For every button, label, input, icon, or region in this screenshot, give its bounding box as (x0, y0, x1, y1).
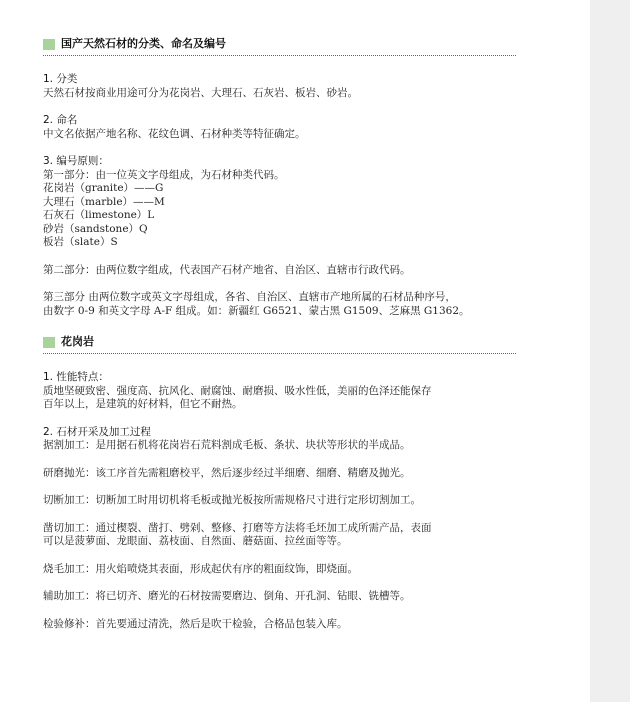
numbering-part3-line2: 由数字 0-9 和英文字母 A-F 组成。如：新疆红 G6521、蒙古黑 G1509、芝麻黑 G1362。 (43, 304, 470, 317)
processing-cutting: 切断加工：切断加工时用切机将毛板或抛光板按所需规格尺寸进行定形切割加工。 (43, 494, 421, 506)
naming-heading: 2. 命名 (43, 114, 78, 126)
processing-chiseling-line2: 可以是菠萝面、龙眼面、荔枝面、自然面、蘑菇面、拉丝面等等。 (43, 535, 348, 547)
naming-text: 中文名依据产地名称、花纹色调、石材种类等特征确定。 (43, 127, 306, 140)
code-line: 花岗岩（granite）——G (43, 182, 164, 194)
numbering-part3-line1: 第三部分 由两位数字或英文字母组成，各省、自治区、直辖市产地所属的石材品种序号， (43, 291, 456, 303)
processing-auxiliary: 辅助加工：将已切齐、磨光的石材按需要磨边、倒角、开孔洞、钻眼、铣槽等。 (43, 590, 411, 602)
code-line: 大理石（marble）——M (43, 195, 165, 208)
numbering-part2: 第二部分：由两位数字组成，代表国产石材产地省、自治区、直辖市行政代码。 (43, 263, 411, 276)
code-line: 石灰石（limestone）L (43, 209, 155, 221)
code-line: 砂岩（sandstone）Q (43, 222, 148, 235)
section-title: 国产天然石材的分类、命名及编号 (61, 37, 226, 50)
code-line: 板岩（slate）S (43, 236, 118, 248)
section-heading-stone-classification (43, 37, 516, 56)
properties-line1: 质地坚硬致密、强度高、抗风化、耐腐蚀、耐磨损、吸水性低，美丽的色泽还能保存 (43, 384, 432, 397)
classification-heading: 1. 分类 (43, 73, 78, 85)
section-heading-granite (43, 335, 516, 354)
document-page (43, 37, 516, 631)
processing-inspection: 检验修补：首先要通过清洗，然后是吹干检验，合格品包装入库。 (43, 617, 348, 630)
processing-chiseling-line1: 凿切加工：通过楔裂、凿打、劈剁、整修、打磨等方法将毛坯加工成所需产品，表面 (43, 521, 432, 534)
section-title: 花岗岩 (61, 335, 94, 348)
numbering-heading: 3. 编号原则： (43, 155, 109, 167)
properties-heading: 1. 性能特点： (43, 371, 109, 383)
processing-sawing: 据割加工：是用据石机将花岗岩石荒料割成毛板、条状、块状等形状的半成品。 (43, 439, 411, 451)
processing-polishing: 研磨抛光：该工序首先需粗磨校平，然后逐步经过半细磨、细磨、精磨及抛光。 (43, 466, 411, 479)
classification-text: 天然石材按商业用途可分为花岗岩、大理石、石灰岩、板岩、砂岩。 (43, 86, 358, 99)
green-square-icon (43, 39, 55, 50)
processing-heading: 2. 石材开采及加工过程 (43, 425, 151, 438)
right-sidebar-panel (590, 0, 630, 702)
properties-line2: 百年以上，是建筑的好材料，但它不耐热。 (43, 398, 243, 410)
green-square-icon (43, 337, 55, 348)
processing-flaming: 烧毛加工：用火焰喷烧其表面，形成起伏有序的粗面纹饰，即烧面。 (43, 562, 358, 575)
numbering-part1: 第一部分：由一位英文字母组成，为石材种类代码。 (43, 168, 285, 181)
